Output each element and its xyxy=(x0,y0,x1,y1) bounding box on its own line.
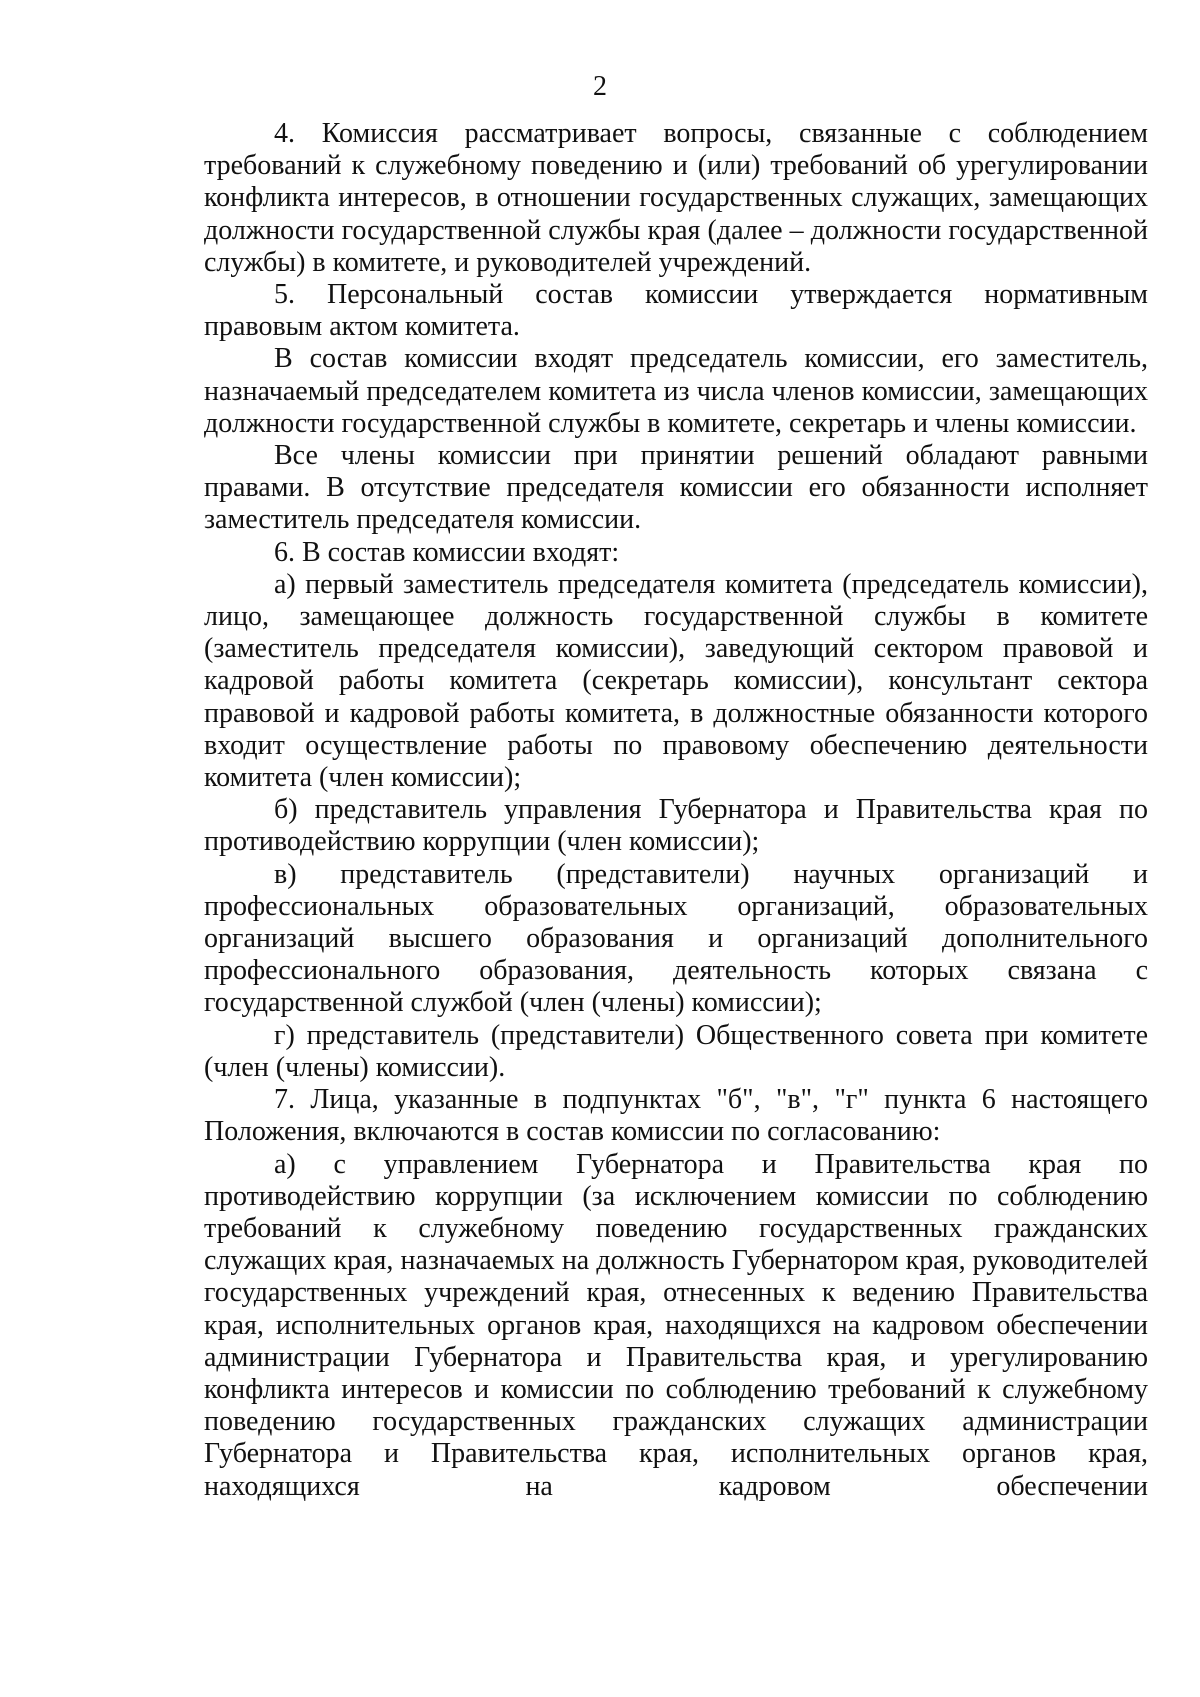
page-number: 2 xyxy=(593,71,607,102)
paragraph-subitem-6b: б) представитель управления Губернатора и Правительства края по противодействию коррупции (член комиссии); xyxy=(204,794,1148,858)
paragraph-subitem-6g: г) представитель (представители) Общественного совета при комитете (член (члены) комиссии). xyxy=(204,1019,1148,1083)
paragraph-equal-rights: Все члены комиссии при принятии решений обладают равными правами. В отсутствие председателя комиссии его обязанности исполняет заместитель председателя комиссии. xyxy=(204,440,1148,536)
paragraph-item-5: 5. Персональный состав комиссии утверждается нормативным правовым актом комитета. xyxy=(204,279,1148,343)
paragraph-subitem-6a: а) первый заместитель председателя комитета (председатель комиссии), лицо, замещающее должность государственной службы в комитете (заместитель председателя комиссии), заведующий сектором правовой и кадровой работы комитета (секретарь комиссии), консультант сектора правовой и кадровой работы комитета, в должностные обязанности которого входит осуществление работы по правовому обеспечению деятельности комитета (член комиссии); xyxy=(204,568,1148,794)
paragraph-subitem-6v: в) представитель (представители) научных организаций и профессиональных образовательных организаций, образовательных организаций высшего образования и организаций дополнительного профессионального образования, деятельность которых связана с государственной службой (член (члены) комиссии); xyxy=(204,858,1148,1019)
paragraph-subitem-7a: а) с управлением Губернатора и Правительства края по противодействию коррупции (за исключением комиссии по соблюдению требований к служебному поведению государственных гражданских служащих края, назначаемых на должность Губернатором края, руководителей государственных учреждений края, отнесенных к ведению Правительства края, исполнительных органов края, находящихся на кадровом обеспечении администрации Губернатора и Правительства края, и урегулированию конфликта интересов и комиссии по соблюдению требований к служебному поведению государственных гражданских служащих администрации Губернатора и Правительства края, исполнительных органов края, находящихся на кадровом обеспечении xyxy=(204,1148,1148,1502)
paragraph-item-4: 4. Комиссия рассматривает вопросы, связанные с соблюдением требований к служебному поведению и (или) требований об урегулировании конфликта интересов, в отношении государственных служащих, замещающих должности государственной службы края (далее – должности государственной службы) в комитете, и руководителей учреждений. xyxy=(204,118,1148,278)
paragraph-commission-composition: В состав комиссии входят председатель комиссии, его заместитель, назначаемый председателем комитета из числа членов комиссии, замещающих должности государственной службы в комитете, секретарь и члены комиссии. xyxy=(204,343,1148,439)
paragraph-item-6: 6. В состав комиссии входят: xyxy=(274,536,620,568)
paragraph-item-7: 7. Лица, указанные в подпунктах "б", "в", "г" пункта 6 настоящего Положения, включаются в состав комиссии по согласованию: xyxy=(204,1084,1148,1148)
document-body xyxy=(204,118,1148,1503)
